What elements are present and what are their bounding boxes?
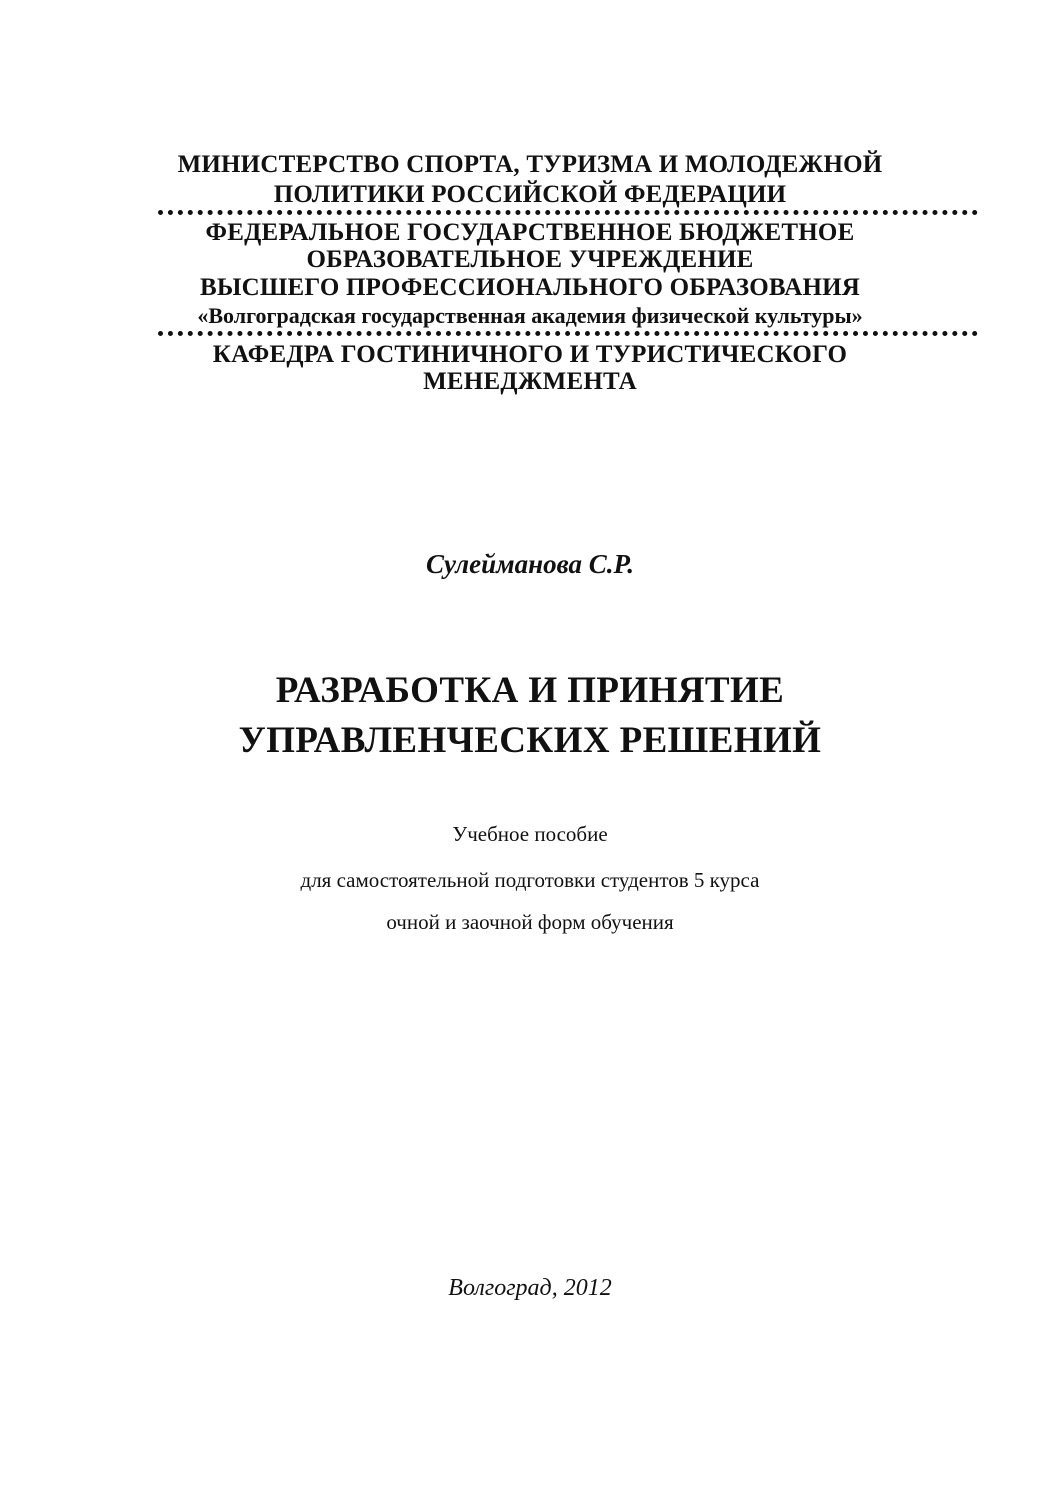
ministry-line-1: МИНИСТЕРСТВО СПОРТА, ТУРИЗМА И МОЛОДЕЖНОЙ [177,151,883,178]
institution-line-2: ОБРАЗОВАТЕЛЬНОЕ УЧРЕЖДЕНИЕ [306,246,754,273]
dotted-divider-bottom [158,331,978,336]
subtitle-line-2: для самостоятельной подготовки студентов 5 курса [300,868,760,892]
department-line-1: КАФЕДРА ГОСТИНИЧНОГО И ТУРИСТИЧЕСКОГО [212,341,848,368]
author-name: Сулейманова С.Р. [425,549,635,579]
institution-line-3: ВЫСШЕГО ПРОФЕССИОНАЛЬНОГО ОБРАЗОВАНИЯ [200,274,860,301]
department-line-2: МЕНЕДЖМЕНТА [423,368,637,395]
book-title-line-2: УПРАВЛЕНЧЕСКИХ РЕШЕНИЙ [238,720,822,761]
dotted-divider-top [158,210,978,215]
city-year: Волгоград, 2012 [448,1275,612,1301]
book-title-line-1: РАЗРАБОТКА И ПРИНЯТИЕ [275,670,785,711]
institution-line-1: ФЕДЕРАЛЬНОЕ ГОСУДАРСТВЕННОЕ БЮДЖЕТНОЕ [205,219,855,246]
academy-name: «Волгоградская государственная академия физической культуры» [197,303,863,328]
ministry-line-2: ПОЛИТИКИ РОССИЙСКОЙ ФЕДЕРАЦИИ [273,181,787,208]
subtitle-line-3: очной и заочной форм обучения [386,910,674,934]
subtitle-line-1: Учебное пособие [452,822,608,846]
